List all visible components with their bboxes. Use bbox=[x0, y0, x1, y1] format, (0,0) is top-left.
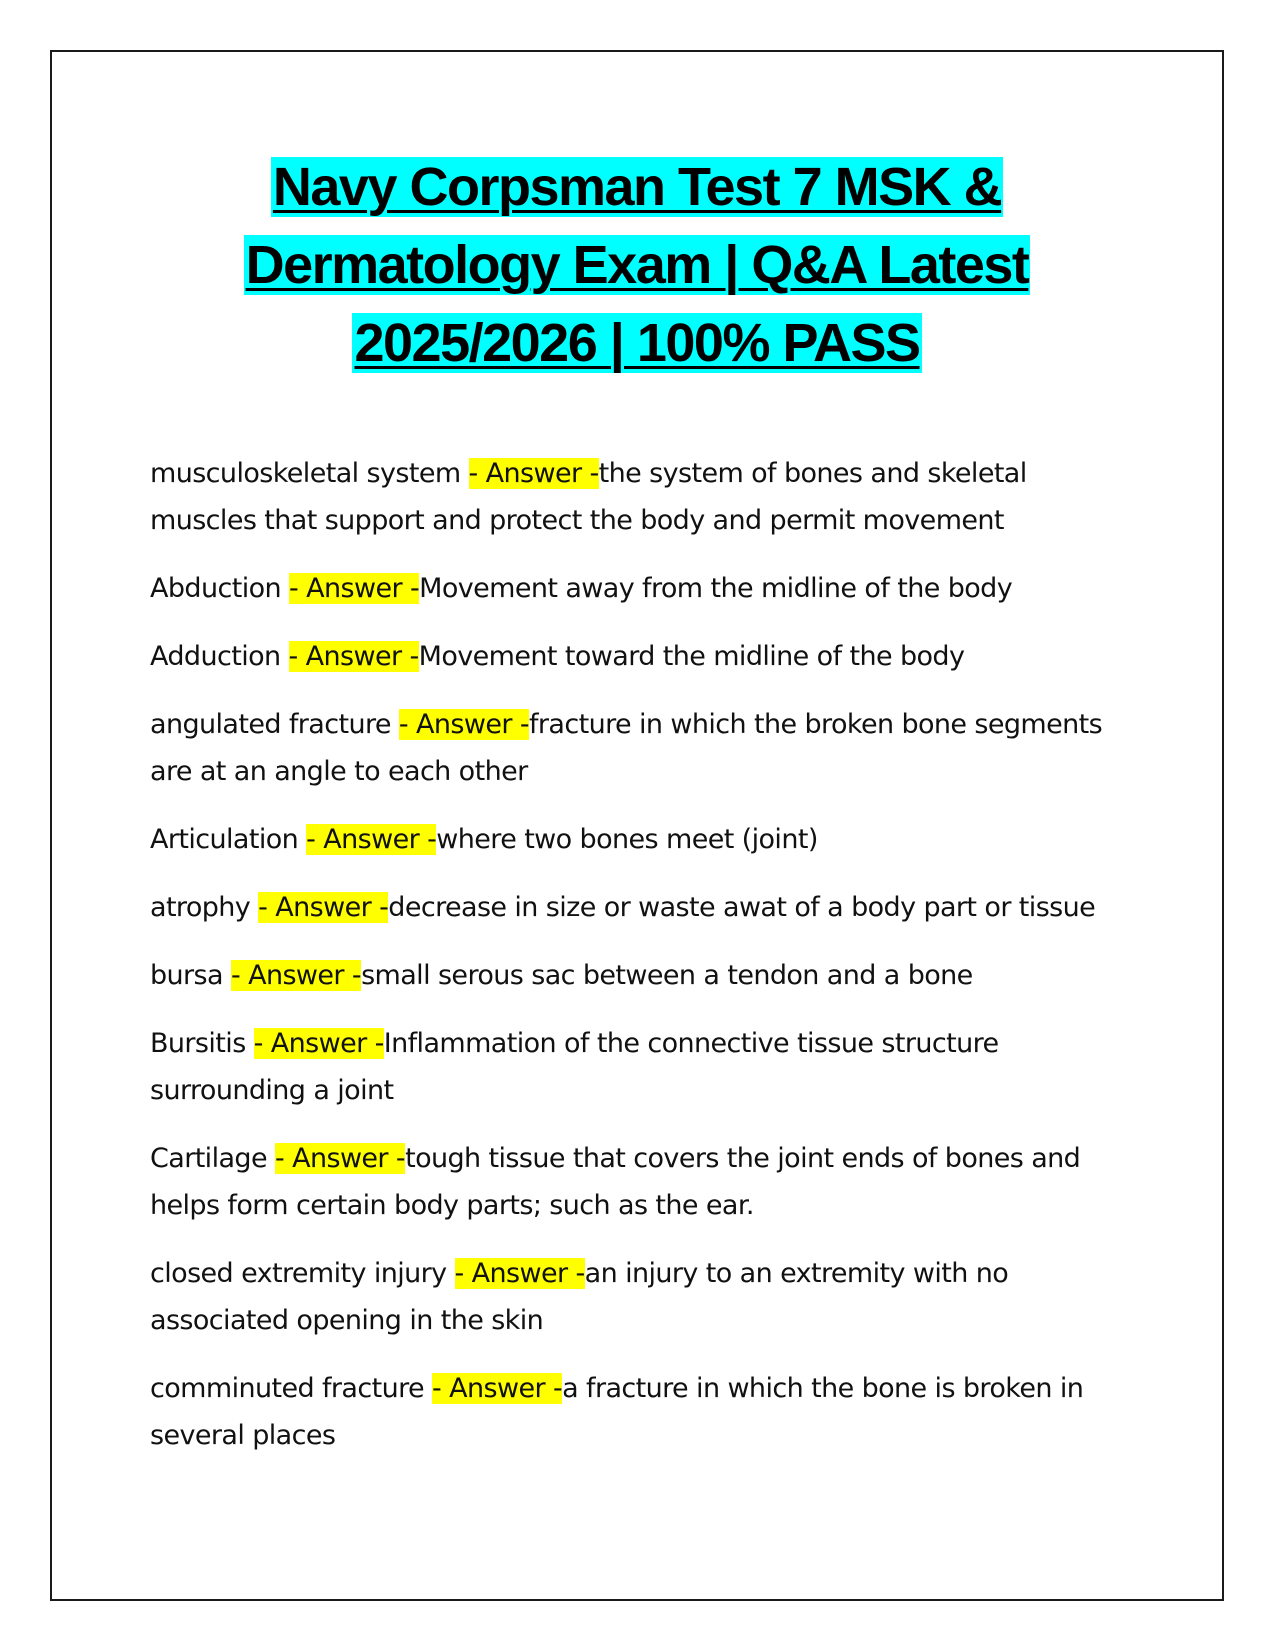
qa-item bbox=[150, 952, 1130, 999]
answer-marker: - Answer - bbox=[288, 641, 419, 672]
qa-definition: where two bones meet (joint) bbox=[436, 824, 818, 855]
qa-item bbox=[150, 816, 1130, 863]
qa-definition: Movement away from the midline of the body bbox=[419, 573, 1013, 604]
qa-term: Abduction bbox=[150, 573, 290, 604]
qa-term: closed extremity injury bbox=[150, 1258, 455, 1289]
title-line-1: Navy Corpsman Test 7 MSK & bbox=[272, 157, 1002, 217]
qa-definition: decrease in size or waste awat of a body part or tissue bbox=[388, 892, 1096, 923]
qa-item bbox=[150, 1250, 1130, 1344]
document-title bbox=[60, 148, 1214, 382]
qa-term: Adduction bbox=[150, 641, 289, 672]
qa-item bbox=[150, 701, 1130, 795]
answer-marker: - Answer - bbox=[289, 573, 420, 604]
qa-term: bursa bbox=[150, 960, 231, 991]
qa-term: atrophy bbox=[150, 892, 259, 923]
qa-list bbox=[150, 450, 1130, 1480]
qa-item bbox=[150, 633, 1130, 680]
qa-item bbox=[150, 1365, 1130, 1459]
title-line-2: Dermatology Exam | Q&A Latest bbox=[245, 235, 1029, 295]
qa-item bbox=[150, 450, 1130, 544]
qa-item bbox=[150, 1135, 1130, 1229]
qa-term: comminuted fracture bbox=[150, 1373, 433, 1404]
title-line-3: 2025/2026 | 100% PASS bbox=[354, 313, 920, 373]
qa-term: Cartilage bbox=[150, 1143, 275, 1174]
qa-item bbox=[150, 1020, 1130, 1114]
answer-marker: - Answer - bbox=[274, 1143, 406, 1174]
qa-definition: tough tissue that covers the joint ends of bones and helps form certain body parts; such as the ear. bbox=[150, 1143, 1081, 1221]
qa-definition: Movement toward the midline of the body bbox=[418, 641, 965, 672]
qa-term: Bursitis bbox=[150, 1028, 254, 1059]
qa-item bbox=[150, 565, 1130, 612]
answer-marker: - Answer - bbox=[253, 1028, 384, 1059]
answer-marker: - Answer - bbox=[306, 824, 437, 855]
qa-definition: small serous sac between a tendon and a bone bbox=[361, 960, 973, 991]
qa-definition: a fracture in which the bone is broken in several places bbox=[150, 1373, 1084, 1451]
answer-marker: - Answer - bbox=[454, 1258, 585, 1289]
qa-definition: fracture in which the broken bone segments are at an angle to each other bbox=[150, 709, 1103, 787]
qa-term: angulated fracture bbox=[150, 709, 399, 740]
qa-term: musculoskeletal system bbox=[150, 458, 469, 489]
qa-definition: an injury to an extremity with no associated opening in the skin bbox=[150, 1258, 1009, 1336]
qa-definition: Inflammation of the connective tissue structure surrounding a joint bbox=[150, 1028, 999, 1106]
qa-definition: the system of bones and skeletal muscles that support and protect the body and permit movement bbox=[150, 458, 1027, 536]
answer-marker: - Answer - bbox=[432, 1373, 563, 1404]
qa-term: Articulation bbox=[150, 824, 307, 855]
answer-marker: - Answer - bbox=[468, 458, 599, 489]
answer-marker: - Answer - bbox=[230, 960, 362, 991]
answer-marker: - Answer - bbox=[258, 892, 389, 923]
qa-item bbox=[150, 884, 1130, 931]
answer-marker: - Answer - bbox=[398, 709, 529, 740]
